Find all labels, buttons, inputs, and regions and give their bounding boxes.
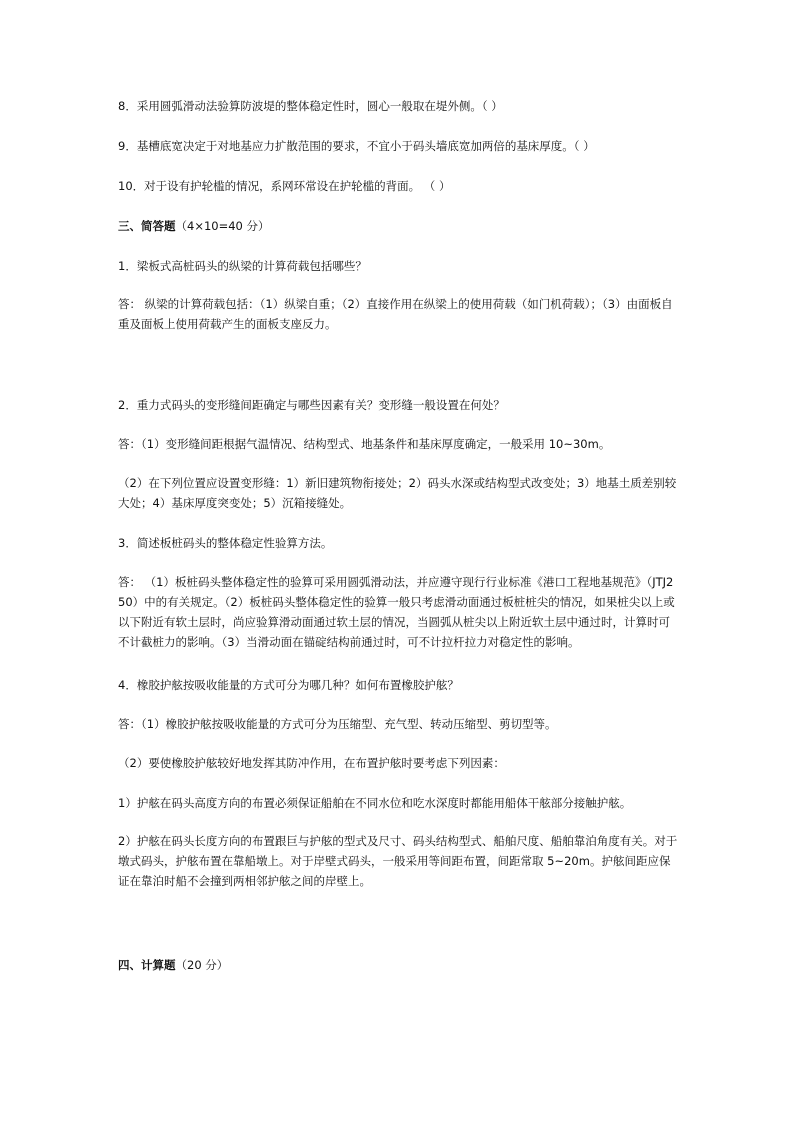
section-3-title: 三、简答题 [118,219,176,233]
short-answer-2-question: 2．重力式码头的变形缝间距确定与哪些因素有关？变形缝一般设置在何处？ [118,398,505,412]
section-4-heading [118,955,678,975]
section-3-heading [118,216,678,236]
true-false-item-10: 10．对于设有护轮槛的情况，系网环常设在护轮槛的背面。 （ ） [118,179,451,193]
short-answer-4-question: 4．橡胶护舷按吸收能量的方式可分为哪几种？如何布置橡胶护舷？ [118,678,459,692]
true-false-item-9: 9．基槽底宽决定于对地基应力扩散范围的要求，不宜小于码头墙底宽加两倍的基床厚度。（ ） [118,139,595,153]
short-answer-4-answer-part-4: 2）护舷在码头长度方向的布置跟巨与护舷的型式及尺寸、码头结构型式、船舶尺度、船舶靠泊角度有关。对于墩式码头，护舷布置在靠船墩上。对于岸壁式码头，一般采用等间距布置，间距常取 5~20m。护舷间距应保证在靠泊时船不会撞到两相邻护舷之间的岸壁上。 [118,834,678,888]
short-answer-1-question: 1．梁板式高桩码头的纵梁的计算荷载包括哪些？ [118,259,367,273]
short-answer-4-answer-part-3: 1）护舷在码头高度方向的布置必须保证船舶在不同水位和吃水深度时都能用船体干舷部分接触护舷。 [118,796,632,810]
section-4-score: （20 分） [175,958,229,972]
true-false-item-8: 8．采用圆弧滑动法验算防波堤的整体稳定性时，圆心一般取在堤外侧。（ ） [118,99,503,113]
short-answer-2-answer-part-1: 答：（1）变形缝间距根据气温情况、结构型式、地基条件和基床厚度确定，一般采用 10~30m。 [118,437,611,451]
short-answer-2-answer-part-2: （2）在下列位置应设置变形缝：1）新旧建筑物衔接处；2）码头水深或结构型式改变处；3）地基土质差别较大处；4）基床厚度突变处；5）沉箱接缝处。 [118,476,677,510]
section-4-title: 四、计算题 [118,958,176,972]
short-answer-3-answer: 答： （1）板桩码头整体稳定性的验算可采用圆弧滑动法，并应遵守现行行业标准《港口工程地基规范》（JTJ250）中的有关规定。（2）板桩码头整体稳定性的验算一般只考虑滑动面通过板桩桩尖的情况，如果桩尖以上或以下附近有软土层时，尚应验算滑动面通过软土层的情况，当圆弧从桩尖以上附近软土层中通过时，计算时可不计截桩力的影响。（3）当滑动面在锚碇结构前通过时，可不计拉杆拉力对稳定性的影响。 [118,575,675,649]
short-answer-4-answer-part-1: 答：（1）橡胶护舷按吸收能量的方式可分为压缩型、充气型、转动压缩型、剪切型等。 [118,717,557,731]
short-answer-3-question: 3．简述板桩码头的整体稳定性验算方法。 [118,536,333,550]
short-answer-4-answer-part-2: （2）要使橡胶护舷较好地发挥其防冲作用，在布置护舷时要考虑下列因素： [118,756,505,770]
section-3-score: （4×10=40 分） [175,219,270,233]
short-answer-1-answer: 答： 纵梁的计算荷载包括：（1）纵梁自重；（2）直接作用在纵梁上的使用荷载（如门机荷载）；（3）由面板自重及面板上使用荷载产生的面板支座反力。 [118,297,673,331]
